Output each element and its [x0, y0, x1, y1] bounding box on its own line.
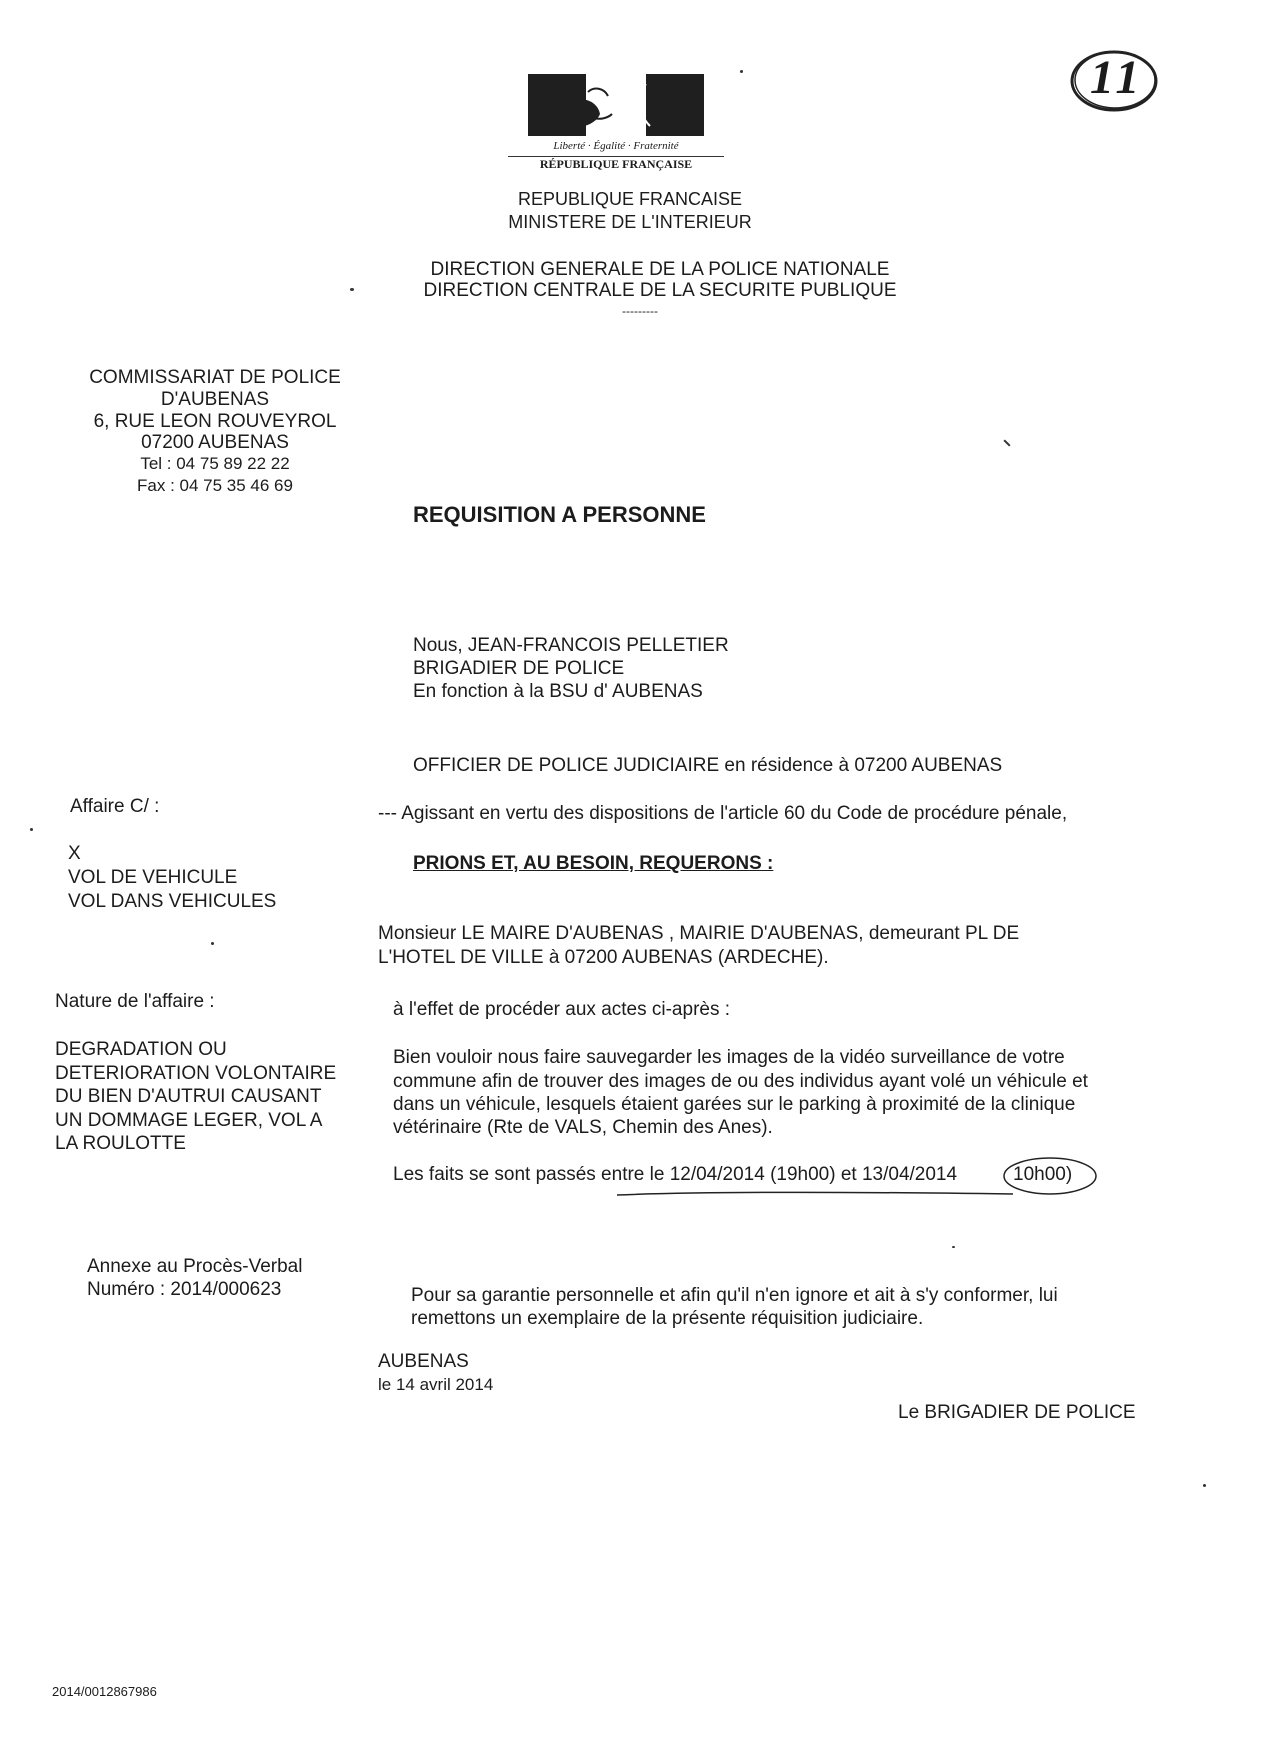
affaire-line2: VOL DANS VEHICULES: [68, 891, 277, 912]
office-line1: COMMISSARIAT DE POLICE: [89, 367, 341, 388]
scan-speck: [1003, 439, 1010, 446]
direction-generale: DIRECTION GENERALE DE LA POLICE NATIONALE: [430, 259, 890, 280]
office-tel: Tel : 04 75 89 22 22: [140, 454, 290, 473]
addressee-line2: L'HOTEL DE VILLE à 07200 AUBENAS (ARDECHE).: [378, 947, 829, 968]
annexe-number: Numéro : 2014/000623: [87, 1279, 282, 1300]
page-mark-number: 11: [1090, 51, 1144, 104]
request-line: commune afin de trouver des images de ou des individus ayant volé un véhicule et: [393, 1071, 1088, 1092]
nature-line: DU BIEN D'AUTRUI CAUSANT: [55, 1086, 322, 1107]
direction-centrale: DIRECTION CENTRALE DE LA SECURITE PUBLIQUE: [423, 280, 897, 301]
scan-speck: [211, 942, 214, 945]
prions-heading: PRIONS ET, AU BESOIN, REQUERONS :: [413, 853, 774, 874]
request-line: Bien vouloir nous faire sauvegarder les images de la vidéo surveillance de votre: [393, 1047, 1065, 1068]
scan-speck: [952, 1246, 955, 1248]
article-text: --- Agissant en vertu des dispositions de l'article 60 du Code de procédure pénale,: [378, 803, 1068, 824]
document-title: REQUISITION A PERSONNE: [413, 502, 706, 527]
officer-unit: En fonction à la BSU d' AUBENAS: [413, 681, 703, 702]
office-line2: D'AUBENAS: [160, 389, 270, 410]
faits-time: 10h00): [1013, 1164, 1073, 1185]
affaire-x: X: [68, 843, 81, 864]
office-fax: Fax : 04 75 35 46 69: [137, 476, 293, 495]
effet-text: à l'effet de procéder aux actes ci-après :: [393, 999, 731, 1020]
officer-role: OFFICIER DE POLICE JUDICIAIRE en résidence à 07200 AUBENAS: [413, 755, 1003, 776]
ministry-title: MINISTERE DE L'INTERIEUR: [508, 212, 752, 232]
office-line3: 6, RUE LEON ROUVEYROL: [93, 411, 337, 432]
officer-rank: BRIGADIER DE POLICE: [413, 658, 625, 679]
nature-label: Nature de l'affaire :: [55, 991, 215, 1012]
request-line: vétérinaire (Rte de VALS, Chemin des Anes).: [393, 1117, 773, 1138]
motto: Liberté · Égalité · Fraternité: [553, 140, 679, 152]
nature-line: LA ROULOTTE: [55, 1133, 186, 1154]
nature-line: DETERIORATION VOLONTAIRE: [55, 1063, 337, 1084]
garantie-line2: remettons un exemplaire de la présente réquisition judiciaire.: [411, 1308, 924, 1329]
faits-text: Les faits se sont passés entre le 12/04/2014 (19h00) et 13/04/2014: [393, 1164, 958, 1185]
handwritten-underline: [615, 1186, 1015, 1196]
marianne-icon: [528, 74, 704, 136]
addressee-line1: Monsieur LE MAIRE D'AUBENAS , MAIRIE D'AUBENAS, demeurant PL DE: [378, 923, 1020, 944]
scan-speck: [350, 288, 354, 291]
logo-republic-text: RÉPUBLIQUE FRANÇAISE: [508, 156, 724, 172]
officer-name: Nous, JEAN-FRANCOIS PELLETIER: [413, 635, 729, 656]
scan-speck: [1203, 1484, 1206, 1487]
nature-line: DEGRADATION OU: [55, 1039, 227, 1060]
affaire-label: Affaire C/ :: [70, 796, 160, 817]
header-separator: ---------: [622, 304, 658, 318]
scan-speck: [740, 70, 743, 73]
office-line4: 07200 AUBENAS: [141, 432, 289, 453]
scan-speck: [30, 828, 33, 831]
request-line: dans un véhicule, lesquels étaient garées sur le parking à proximité de la clinique: [393, 1094, 1076, 1115]
republic-title: REPUBLIQUE FRANCAISE: [517, 189, 743, 209]
affaire-line1: VOL DE VEHICULE: [68, 867, 238, 888]
nature-line: UN DOMMAGE LEGER, VOL A: [55, 1110, 323, 1131]
marianne-logo: [528, 74, 704, 136]
date: le 14 avril 2014: [378, 1375, 494, 1394]
place: AUBENAS: [378, 1351, 469, 1372]
document-id: 2014/0012867986: [52, 1684, 157, 1699]
annexe-line1: Annexe au Procès-Verbal: [87, 1256, 303, 1277]
handwritten-circle: [1000, 1155, 1100, 1197]
signature-title: Le BRIGADIER DE POLICE: [898, 1402, 1136, 1423]
garantie-line1: Pour sa garantie personnelle et afin qu'il n'en ignore et ait à s'y conformer, lui: [411, 1285, 1058, 1306]
